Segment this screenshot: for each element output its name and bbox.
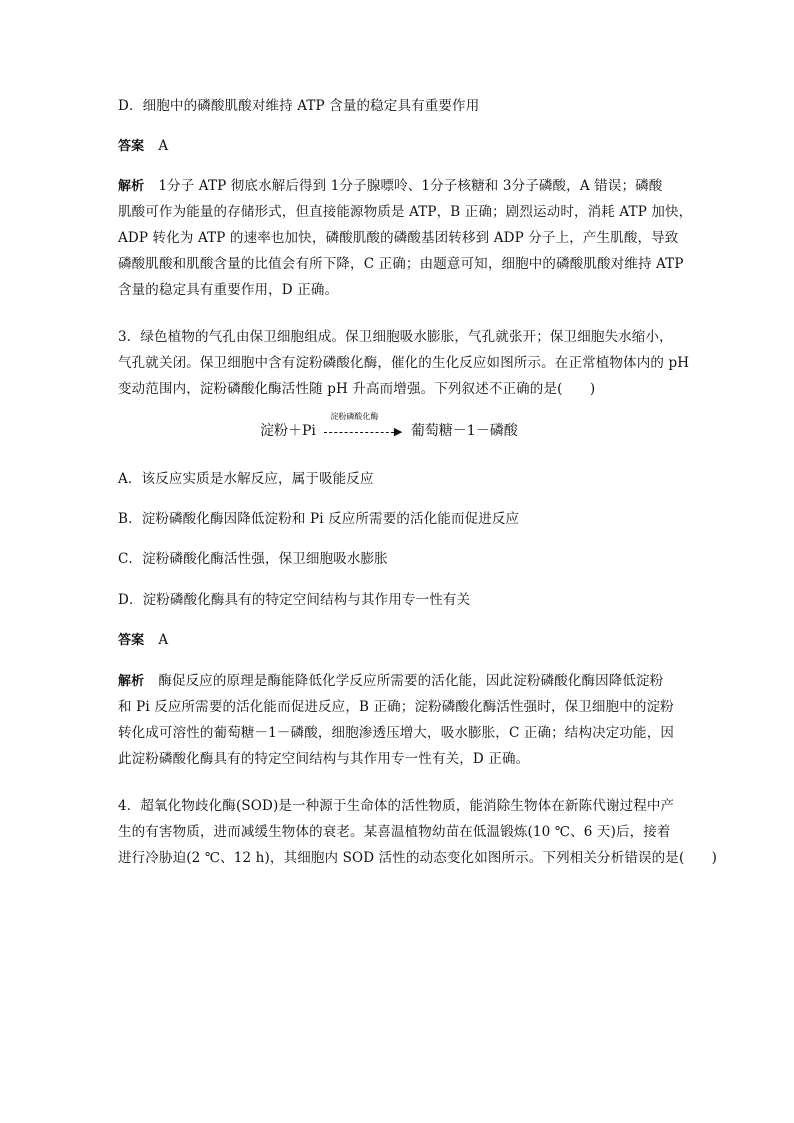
- answer-label: 答案: [118, 139, 145, 154]
- q3-option-b: B．淀粉磷酸化酶因降低淀粉和 Pi 反应所需要的活化能而促进反应: [118, 511, 520, 527]
- q3-option-a: A．该反应实质是水解反应，属于吸能反应: [118, 471, 374, 487]
- answer-value: A: [158, 138, 169, 154]
- q4-stem-line-2: 生的有害物质，进而减缓生物体的衰老。某喜温植物幼苗在低温锻炼(10 ℃、6 天)后，接着: [118, 824, 671, 840]
- q3-answer: [118, 630, 678, 651]
- q4-stem-line-3: 进行冷胁迫(2 ℃、12 h)，其细胞内 SOD 活性的动态变化如图所示。下列相关分析错误的是( ): [118, 850, 718, 866]
- q3-analysis-line-3: 转化成可溶性的葡萄糖－1－磷酸，细胞渗透压增大，吸水膨胀，C 正确；结构决定功能，因: [118, 725, 675, 741]
- analysis-label: 解析: [118, 674, 145, 689]
- arrow-head-icon: ▶: [393, 425, 403, 438]
- q2-analysis-line-1: 解析 1分子 ATP 彻底水解后得到 1分子腺嘌呤、1分子核糖和 3分子磷酸，A 错误；磷酸: [118, 178, 663, 194]
- q3-analysis-line-4: 此淀粉磷酸化酶具有的特定空间结构与其作用专一性有关，D 正确。: [118, 751, 530, 767]
- equation-reactants: 淀粉＋Pi: [260, 423, 316, 439]
- q3-stem-line-2: 气孔就关闭。保卫细胞中含有淀粉磷酸化酶，催化的生化反应如图所示。在正常植物体内的 pH: [118, 355, 690, 371]
- q3-option-c: C．淀粉磷酸化酶活性强，保卫细胞吸水膨胀: [118, 551, 388, 567]
- answer-label: 答案: [118, 633, 145, 648]
- q2-analysis-line-3: ADP 转化为 ATP 的速率也加快，磷酸肌酸的磷酸基团转移到 ADP 分子上，产生肌酸，导致: [118, 230, 679, 246]
- q3-analysis-line-1: 解析 酶促反应的原理是酶能降低化学反应所需要的活化能，因此淀粉磷酸化酶因降低淀粉: [118, 673, 664, 689]
- q3-option-d: D．淀粉磷酸化酶具有的特定空间结构与其作用专一性有关: [118, 592, 471, 608]
- q3-stem-line-1: 3．绿色植物的气孔由保卫细胞组成。保卫细胞吸水膨胀，气孔就张开；保卫细胞失水缩小，: [118, 329, 673, 345]
- q2-analysis-line-5: 含量的稳定具有重要作用，D 正确。: [118, 282, 339, 298]
- q2-analysis-line-2: 肌酸可作为能量的存储形式，但直接能源物质是 ATP，B 正确；剧烈运动时，消耗 ATP 加快，: [118, 204, 693, 220]
- analysis-label: 解析: [118, 179, 145, 194]
- q4-stem-line-1: 4．超氧化物歧化酶(SOD)是一种源于生命体的活性物质，能消除生物体在新陈代谢过程中产: [118, 798, 675, 814]
- q2-option-d: D．细胞中的磷酸肌酸对维持 ATP 含量的稳定具有重要作用: [118, 98, 480, 114]
- q2-answer: [118, 136, 678, 157]
- q2-analysis-line-4: 磷酸肌酸和肌酸含量的比值会有所下降，C 正确；由题意可知，细胞中的磷酸肌酸对维持 ATP: [118, 256, 684, 272]
- reaction-arrow: [324, 412, 403, 438]
- equation-product: 葡萄糖－1－磷酸: [410, 423, 518, 439]
- answer-value: A: [158, 632, 169, 648]
- enzyme-catalyst-label: 淀粉磷酸化酶: [330, 412, 379, 421]
- q3-analysis-line-2: 和 Pi 反应所需要的活化能而促进反应，B 正确；淀粉磷酸化酶活性强时，保卫细胞中的淀粉: [118, 699, 674, 715]
- q3-stem-line-3: 变动范围内，淀粉磷酸化酶活性随 pH 升高而增强。下列叙述不正确的是( ): [118, 381, 596, 397]
- arrow-shaft: [324, 432, 394, 433]
- reaction-equation: [260, 412, 518, 441]
